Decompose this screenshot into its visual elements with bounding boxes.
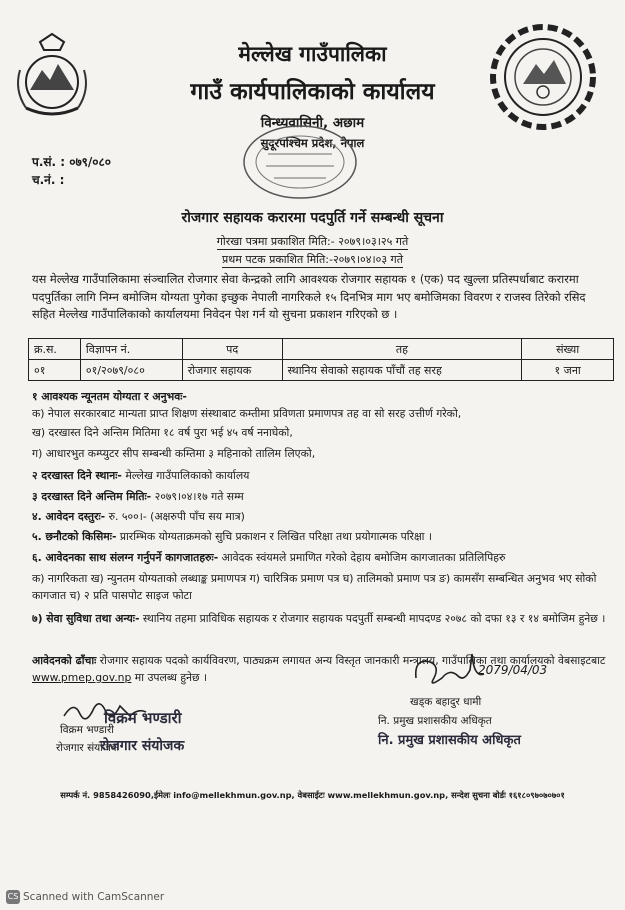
right-signer-name: खड्क बहादुर धामी [410,696,482,708]
camscanner-icon: CS [6,890,20,904]
left-signer-title: रोजगार संयोजक [56,742,119,754]
section-application-place: २ दरखास्त दिने स्थानः- मेल्लेख गाउँपालिकाको कार्यालय [32,469,250,482]
right-stamp-title: नि. प्रमुख प्रशासकीय अधिकृत [378,733,521,748]
right-signature-date: 2079/04/03 [478,663,548,677]
office-name: गाउँ कार्यपालिकाको कार्यालय [190,79,435,105]
col-count: संख्या [522,339,614,360]
section-selection: ५. छनौटको किसिमः- प्रारम्भिक योग्यताक्रमको सुचि प्रकाशन र लिखित परिक्षा तथा प्रयोगात्मक परिक्षा । [32,530,433,543]
section-fee: ४. आवेदन दस्तुरः- रु. ५००।- (अक्षरुपी पाँच सय मात्र) [32,510,245,523]
website-link[interactable]: www.pmep.gov.np [32,671,132,684]
cell-level: स्थानिय सेवाको सहायक पाँचौं तह सरह [282,360,522,381]
office-location: विन्ध्यवासिनी, अछाम [260,115,365,131]
published-date-first: प्रथम पटक प्रकाशित मिति:-२०७९।०४।०३ गते [221,253,404,266]
section-facilities: ७) सेवा सुविधा तथा अन्यः- स्थानिय तहमा प्राविधिक सहायक र रोजगार सहायक पदपुर्ती सम्बन्धी मापदण्ड २०७८ को दफा १३ र १४ बमोजिम हुनेछ । [32,612,606,625]
vacancy-table [28,338,614,381]
qualification-a: क) नेपाल सरकारबाट मान्यता प्राप्त शिक्षण संस्थाबाट कम्तीमा प्रविणता प्रमाणपत्र तह वा सो सरह उत्तीर्ण गरेको, [32,407,462,420]
notice-intro: यस मेल्लेख गाउँपालिकामा संञ्चालित रोजगार सेवा केन्द्रको लागि आवश्यक रोजगार सहायक १ (एक) पद खुल्ला प्रतिस्पर्धाबाट करारमा पदपुर्तिका लागि निम्न बमोजिम योग्यता पुगेका इच्छुक नेपाली नागरिकले १५ दिनभित्र माग भए बमोजिमका विवरण र राजस्व तिरेको रसिद सहित मेल्लेख गाउँपालिकाको कार्यालयमा निवेदन पेश गर्न यो सुचना प्रकाशन गरिएको छ । [32,272,586,321]
table-header-row [29,339,614,360]
notice-title: रोजगार सहायक करारमा पदपुर्ति गर्ने सम्बन्धी सूचना [181,210,444,226]
qualification-c: ग) आधारभुत कम्प्युटर सीप सम्बन्धी कम्तिमा ३ महिनाको तालिम लिएको, [32,447,316,460]
section-documents: ६. आवेदनका साथ संलग्न गर्नुपर्ने कागजातहरुः- आवेदक स्वंयमले प्रमाणित गरेको देहाय बमोजिम कागजातका प्रतिलिपिहरु [32,551,506,564]
office-seal-icon [238,120,363,205]
cell-post: रोजगार सहायक [182,360,282,381]
cell-serial: ०१ [29,360,81,381]
col-level: तह [282,339,522,360]
left-stamp-name: विक्रम भण्डारी [104,709,182,727]
patra-sankhya: प.सं. : ०७९/०८० [32,155,112,169]
published-date-gorkhapatra: गोरखा पत्रमा प्रकाशित मिति:- २०७९।०३।२५ गते [216,235,409,248]
left-signer-name: विक्रम भण्डारी [60,724,114,736]
chalani-number: च.नं. : [32,173,65,187]
table-row [29,360,614,381]
qualification-b: ख) दरखास्त दिने अन्तिम मितिमा १८ वर्ष पुरा भई ४५ वर्ष ननाघेको, [32,426,293,439]
col-serial: क्र.स. [29,339,81,360]
col-post: पद [182,339,282,360]
section-qualification-heading: १ आवश्यक न्यूनतम योग्यता र अनुभवः- [32,390,187,403]
col-ad-number: विज्ञापन नं. [80,339,182,360]
documents-list: क) नागरिकता ख) न्युनतम योग्यताको लब्धाङ्क प्रमाणपत्र ग) चारित्रिक प्रमाण पत्र घ) तालिमको प्रमाण पत्र ङ) कामसँग सम्बन्धित अनुभव भए सोको कागजात च) २ प्रति पासपोट साइज फोटा [32,572,597,602]
office-province: सुदूरपश्चिम प्रदेश, नेपाल [260,136,365,150]
municipality-name: मेल्लेख गाउँपालिका [238,42,387,66]
cell-ad-number: ०१/२०७९/०८० [80,360,182,381]
scanner-watermark: CS Scanned with CamScanner [7,891,165,903]
section-deadline: ३ दरखास्त दिने अन्तिम मितिः- २०७९।०४।१७ गते सम्म [32,490,244,503]
right-signer-title: नि. प्रमुख प्रशासकीय अधिकृत [378,715,492,727]
left-stamp-title: रोजगार संयोजक [100,738,185,754]
cell-count: १ जना [522,360,614,381]
contact-footer: सम्पर्क नं. 9858426090,ईमेलः info@mellekhmun.gov.np, वेबसाईटः www.mellekhmun.gov.np, सन्देश सुचना बोर्डः १६१८०९७०७०७०१ [60,790,565,800]
section-application-form: आवेदनको ढाँचाः रोजगार सहायक पदको कार्यविवरण, पाठ्यक्रम लगायत अन्य विस्तृत जानकारी मन्त्रालय, गाउँपालिका तथा कार्यालयको वेबसाइटबाट www.pmep.gov.np मा उपलब्ध हुनेछ । [32,654,606,684]
